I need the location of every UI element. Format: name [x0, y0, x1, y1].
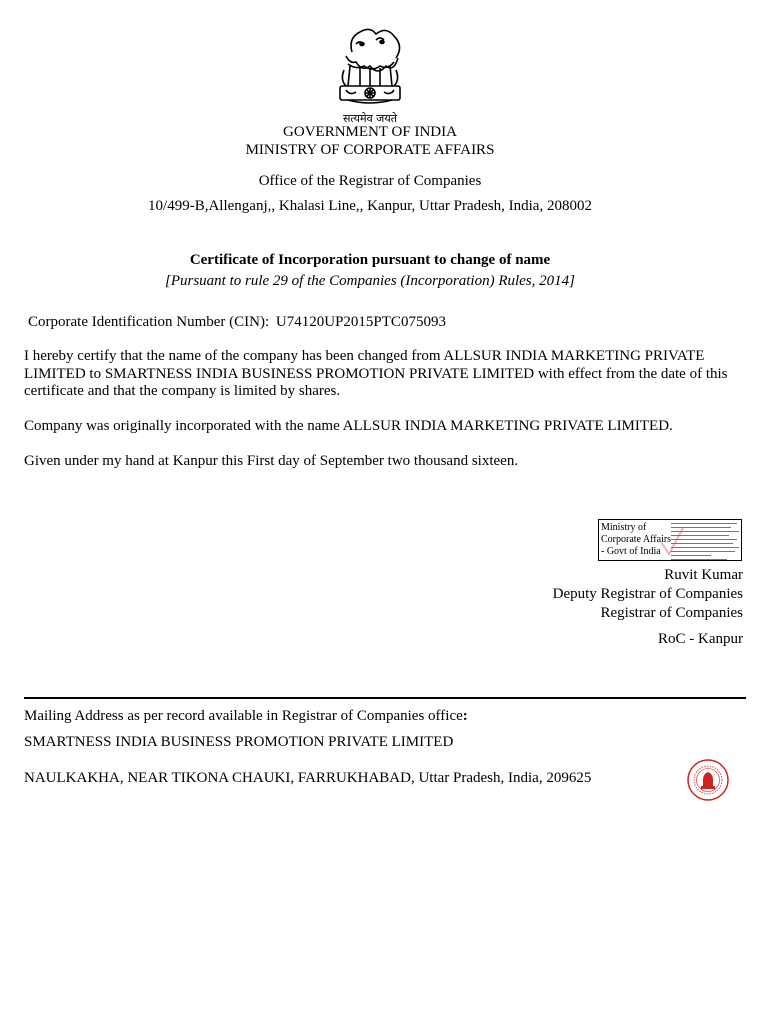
mailing-address-label	[24, 707, 468, 725]
digital-signature-stamp	[598, 519, 742, 561]
stamp-line-2: Corporate Affairs	[601, 534, 672, 545]
registrar-seal-icon	[686, 758, 730, 802]
certification-line-2: LIMITED to SMARTNESS INDIA BUSINESS PROMOTION PRIVATE LIMITED with effect from the date of this	[24, 365, 728, 382]
certification-line-1: I hereby certify that the name of the company has been changed from ALLSUR INDIA MARKETING PRIVATE	[24, 348, 705, 364]
mailing-address: NAULKAKHA, NEAR TIKONA CHAUKI, FARRUKHABAD, Uttar Pradesh, India, 209625	[24, 770, 592, 786]
registrar-office: Office of the Registrar of Companies	[258, 173, 482, 189]
ministry-heading: MINISTRY OF CORPORATE AFFAIRS	[245, 142, 495, 158]
given-under-hand-paragraph: Given under my hand at Kanpur this First day of September two thousand sixteen.	[24, 453, 519, 469]
mailing-company-name: SMARTNESS INDIA BUSINESS PROMOTION PRIVATE LIMITED	[24, 734, 454, 750]
signatory-office: RoC - Kanpur	[658, 631, 743, 647]
cin-label: Corporate Identification Number (CIN):	[28, 314, 270, 330]
emblem-motto: सत्यमेव जयते	[342, 112, 398, 125]
stamp-line-1: Ministry of	[601, 522, 647, 533]
national-emblem-icon	[326, 22, 414, 130]
certification-paragraph	[24, 348, 744, 401]
original-name-paragraph: Company was originally incorporated with the name ALLSUR INDIA MARKETING PRIVATE LIMITED.	[24, 418, 673, 434]
signatory-name: Ruvit Kumar	[664, 567, 743, 583]
certificate-title: Certificate of Incorporation pursuant to change of name	[189, 252, 551, 268]
certificate-subtitle: [Pursuant to rule 29 of the Companies (Incorporation) Rules, 2014]	[165, 273, 575, 289]
government-heading: GOVERNMENT OF INDIA	[283, 124, 457, 140]
mailing-label-text: Mailing Address as per record available in Registrar of Companies office	[24, 708, 463, 724]
cin-value: U74120UP2015PTC075093	[275, 314, 446, 330]
cin-line	[28, 313, 446, 331]
stamp-fine-print	[671, 520, 742, 561]
section-divider	[24, 697, 746, 699]
mailing-label-colon: :	[462, 708, 468, 724]
stamp-line-3: - Govt of India	[601, 546, 661, 557]
signatory-designation-deputy: Deputy Registrar of Companies	[552, 586, 743, 602]
signatory-designation-registrar: Registrar of Companies	[600, 605, 743, 621]
registrar-address: 10/499-B,Allenganj,, Khalasi Line,, Kanpur, Uttar Pradesh, India, 208002	[148, 198, 592, 214]
certification-line-3: certificate and that the company is limited by shares.	[24, 383, 341, 399]
